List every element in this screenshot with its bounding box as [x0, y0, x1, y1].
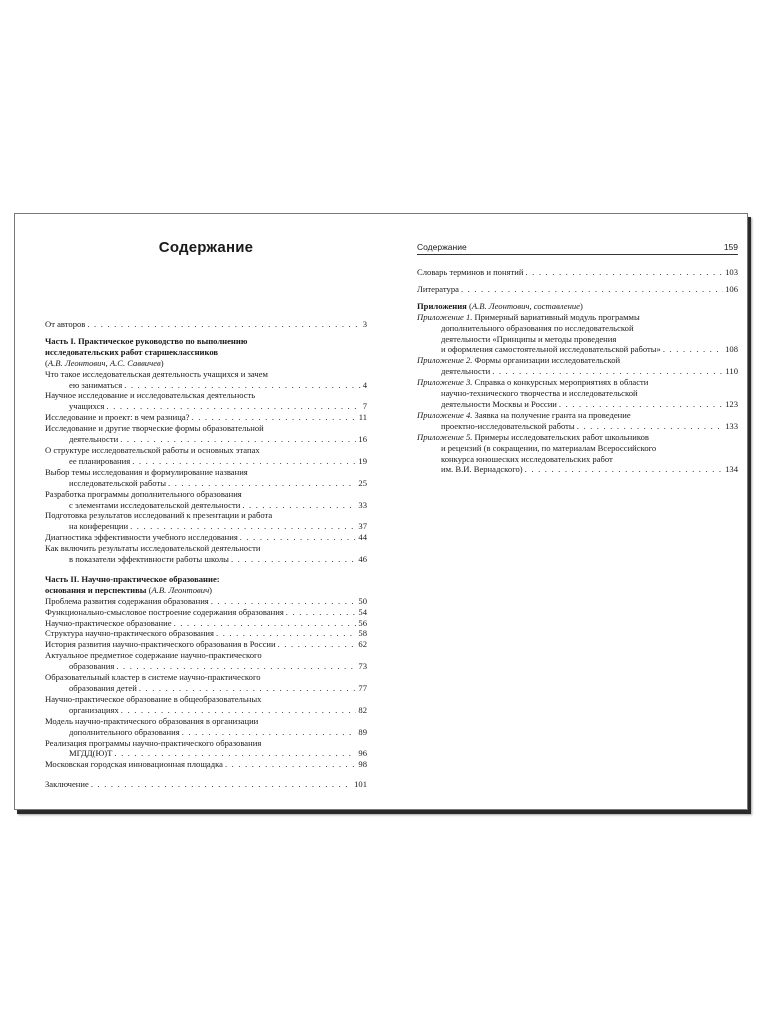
toc-entry: Выбор темы исследования и формулирование названия исследовательской работы . . . 25 [45, 467, 367, 489]
toc-entry-from-authors: От авторов . . . 3 [45, 319, 367, 330]
part2-heading: Часть II. Научно-практическое образование: основания и перспективы (А.В. Леонтович) [45, 573, 220, 595]
toc-entry: Диагностика эффективности учебного исследования . . . 44 [45, 532, 367, 543]
toc-entry: Научно-практическое образование в общеобразовательных организациях . . . 82 [45, 694, 367, 716]
part2-block [45, 574, 367, 770]
toc-entry: История развития научно-практического образования в России . . . 62 [45, 639, 367, 650]
page-title: Содержание [158, 239, 254, 256]
toc-entry: Московская городская инновационная площадка . . . 98 [45, 759, 367, 770]
toc-entry: Научное исследование и исследовательская деятельность учащихся . . . 7 [45, 390, 367, 412]
toc-entry: Разработка программы дополнительного образования с элементами исследовательской деятельности . . . 33 [45, 489, 367, 511]
toc-entry-glossary: Словарь терминов и понятий . . . 103 [417, 267, 738, 278]
book-spread [14, 213, 748, 810]
appendix-entry: Приложение 1. Примерный вариативный модуль программы дополнительного образования по исследовательской деятельности «Принципы и методы проведения и оформления самостоятельной исследовательской работы» . . . 108 [417, 312, 738, 356]
toc-entry: Образовательный кластер в системе научно-практического образования детей . . . 77 [45, 672, 367, 694]
left-toc [45, 319, 367, 790]
toc-entry: О структуре исследовательской работы и основных этапах ее планирования . . . 19 [45, 445, 367, 467]
toc-entry: Функционально-смысловое построение содержания образования . . . 54 [45, 607, 367, 618]
page-number: 3 [362, 319, 367, 329]
appendix-entry: Приложение 4. Заявка на получение гранта на проведение проектно-исследовательской работы . . . 133 [417, 410, 738, 432]
appendices-block [417, 301, 738, 476]
part1-authors: (А.В. Леонтович, А.С. Саввичев) [45, 357, 164, 368]
toc-entry: Реализация программы научно-практического образования МГДД(Ю)Т . . . 96 [45, 738, 367, 760]
right-toc [417, 267, 738, 475]
toc-entry: Что такое исследовательская деятельность учащихся и зачем ею заниматься . . . 4 [45, 369, 367, 391]
part1-heading: Часть I. Практическое руководство по выполнению исследовательских работ старшеклассников [45, 335, 248, 357]
appendix-entry: Приложение 2. Формы организации исследовательской деятельности . . . 110 [417, 355, 738, 377]
toc-entry-conclusion: Заключение . . . 101 [45, 779, 367, 790]
appendices-heading: Приложения (А.В. Леонтович, составление) [417, 300, 583, 311]
appendix-entry: Приложение 5. Примеры исследовательских работ школьников и рецензий (в сокращении, по материалам Всероссийского конкурса юношеских исследовательских работ им. В.И. Вернадского) . . . 134 [417, 432, 738, 476]
toc-entry: Проблема развития содержания образования . . . 50 [45, 596, 367, 607]
toc-entry: Исследование и проект: в чем разница? . . . 11 [45, 412, 367, 423]
toc-entry: Как включить результаты исследовательской деятельности в показатели эффективности работы школы . . . 46 [45, 543, 367, 565]
toc-entry: Модель научно-практического образования в организации дополнительного образования . . . 89 [45, 716, 367, 738]
toc-entry: Подготовка результатов исследований к презентации и работа на конференции . . . 37 [45, 510, 367, 532]
running-head [417, 242, 738, 255]
page-number: 159 [723, 242, 738, 252]
toc-entry: Актуальное предметное содержание научно-практического образования . . . 73 [45, 650, 367, 672]
running-head-title: Содержание [417, 242, 467, 252]
appendix-entry: Приложение 3. Справка о конкурсных мероприятиях в области научно-технического творчества и исследовательской деятельности Москвы и России . . . 123 [417, 377, 738, 410]
toc-entry: Научно-практическое образование . . . 56 [45, 618, 367, 629]
part1-block [45, 336, 367, 565]
toc-entry-literature: Литература . . . 106 [417, 284, 738, 295]
toc-entry: Структура научно-практического образования . . . 58 [45, 628, 367, 639]
toc-entry: Исследование и другие творческие формы образовательной деятельности . . . 16 [45, 423, 367, 445]
